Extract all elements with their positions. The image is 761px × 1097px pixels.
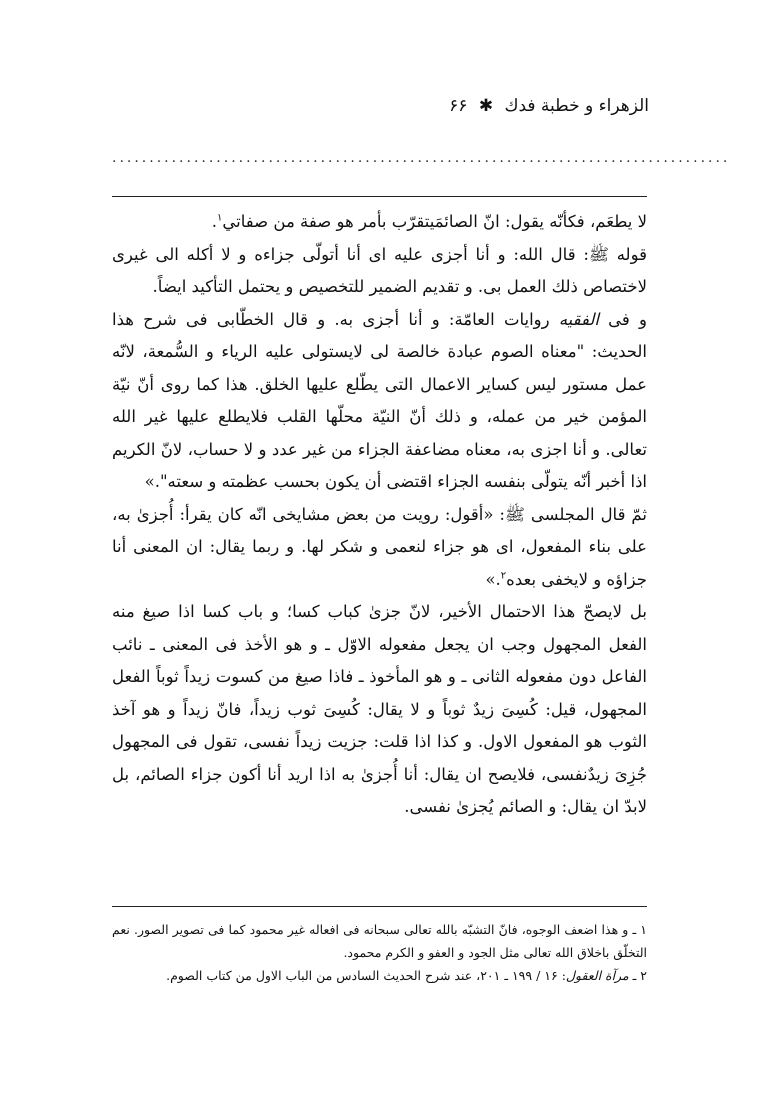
paragraph-2: قوله ﷺ: قال الله: و أنا أجزى عليه اى أنا أتولّى جزاءه و لا أكله الى غيرى لاختصاص ذلك العمل بى. و تقديم الضمير للتخصيص و يحتمل التأكيد ايضاً. (112, 244, 647, 296)
footnote-1: ۱ ـ و هذا اضعف الوجوه، فانّ التشبّه بالله تعالى سبحانه فى افعاله غير محمود كما فى تصوير الصور. نعم التخلّق باخلاق الله تعالى مثل الجود و العفو و الكرم محمود. (112, 922, 647, 960)
footnote-rule (112, 906, 647, 907)
paragraph-4: ثمّ قال المجلسى ﷺ: «أقول: رويت من بعض مشايخى انّه كان يقرأ: أُجزىٰ به، على بناء المفعول، اى هو جزاء لنعمى و شكر لها. و ربما يقال: ان المعنى أنا جزاؤه و لايخفى بعده$^۲$.» (112, 504, 647, 589)
book-citation: الفقيه (558, 309, 599, 329)
running-header (112, 96, 649, 116)
footnote-ref-2: ۲ (500, 570, 507, 581)
page-number: ۶۶ (449, 96, 468, 116)
footnote-2: ۲ ـ مرآة العقول: ۱۶ / ۱۹۹ ـ ۲۰۱، عند شرح الحديث السادس من الباب الاول من كتاب الصوم. (166, 968, 647, 983)
footnote-ref-1: ۱ (217, 212, 223, 224)
book-title: الزهراء و خطبة فدك (504, 96, 649, 116)
main-text (112, 206, 647, 824)
dotted-separator: ................................................................................... (112, 150, 731, 166)
star-separator: ✱ (478, 96, 494, 116)
paragraph-3: و فى الفقيه روايات العامّة: و أنا أجزى به. و قال الخطّابى فى شرح هذا الحديث: "معناه الصوم عبادة خالصة لى لايستولى عليه الرياء و السُّمعة، لانّه عمل مستور ليس كساير الاعمال التى يطّلع عليها الخلق. هذا كما روى أنّ نيّة المؤمن خير من عمله، و ذلك أنّ النيّة محلّها القلب فلايطلع عليها غير الله تعالى. و أنا اجزى به، معناه مضاعفة الجزاء من غير عدد و لا حساب، لانّ الكريم اذا أخبر أنّه يتولّى بنفسه الجزاء اقتضى أن يكون بحسب عظمته و سعته".» (112, 309, 647, 491)
footnote-book-citation: مرآة العقول (565, 968, 629, 983)
paragraph-5: بل لايصحّ هذا الاحتمال الأخير، لانّ جزىٰ كباب كسا؛ و باب كسا اذا صيغ منه الفعل المجهول وجب ان يجعل مفعوله الاوّل ـ و هو الأخذ فى المعنى ـ نائب الفاعل دون مفعوله الثانى ـ و هو المأخوذ ـ فاذا صيغ من كسوت زيداً ثوباً الفعل المجهول، قيل: كُسِىَ زيدٌ ثوباً و لا يقال: كُسِىَ ثوب زيداً، فانّ زيداً و هو آخذ الثوب هو المفعول الاول. و كذا اذا قلت: جزيت زيداً نفسى، تقول فى المجهول جُزِىَ زيدٌنفسى، فلايصح ان يقال: أنا أُجزىٰ به اذا اريد أنا أكون جزاء الصائم، بل لابدّ ان يقال: و الصائم يُجزىٰ نفسى. (112, 602, 647, 816)
paragraph-1: لا يطعَم، فكأنّه يقول: انّ الصائمَيتقرّب بأمر هو صفة من صفاتي$^۱$. (211, 212, 647, 231)
header-rule (112, 196, 647, 197)
footnotes (112, 918, 647, 987)
